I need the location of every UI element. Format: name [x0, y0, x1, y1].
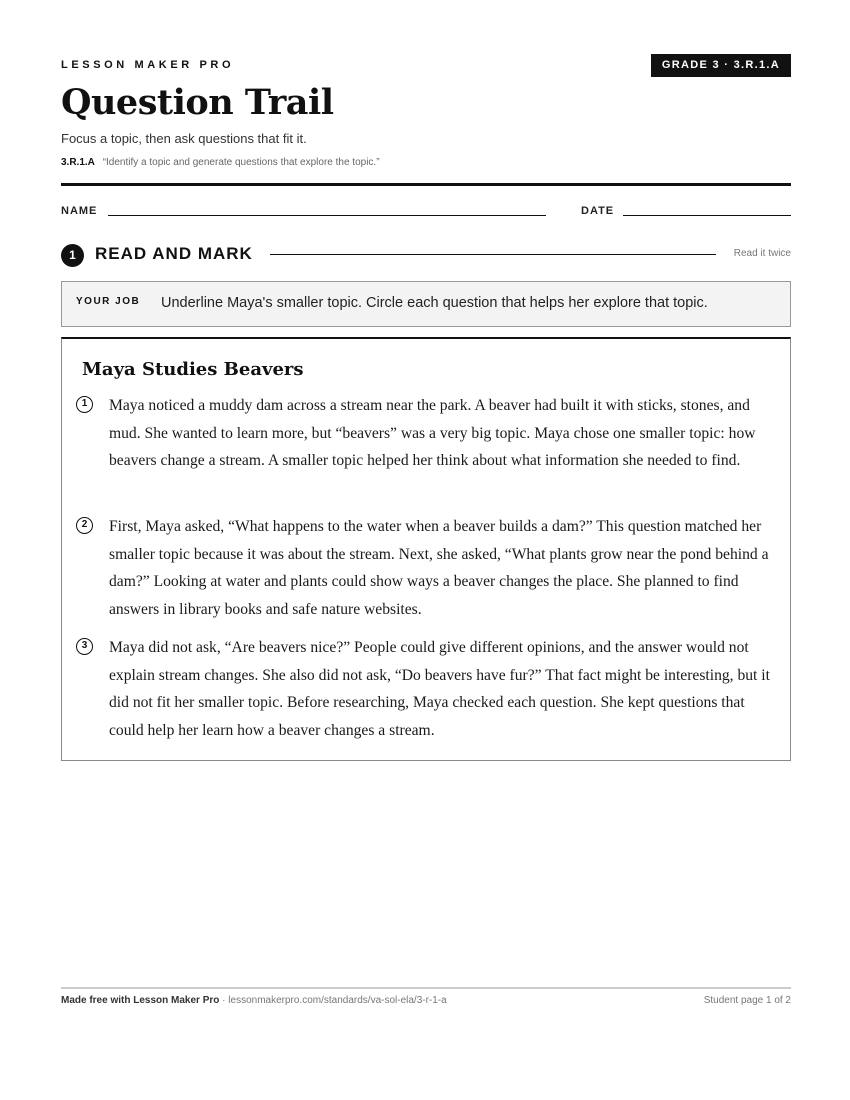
grade-badge: GRADE 3 · 3.R.1.A — [651, 54, 791, 77]
paragraph-number: 3 — [76, 638, 93, 655]
instructions-box — [61, 281, 791, 327]
footer-divider — [61, 987, 791, 989]
standard-line — [61, 157, 380, 168]
name-label: NAME — [61, 205, 98, 217]
page-indicator: Student page 1 of 2 — [703, 995, 791, 1006]
footer-separator: · — [219, 995, 229, 1006]
reading-passage — [61, 337, 791, 761]
page-title: Question Trail — [61, 82, 334, 123]
paragraph-text[interactable]: First, Maya asked, “What happens to the water when a beaver builds a dam?” This question matched her smaller topic because it was about the stream. Next, she asked, “What plants grow near the pond behind a dam?” Looking at water and plants could show ways a beaver changes the place. She planned to find answers in library books and safe nature websites. — [109, 518, 769, 618]
paragraph-number: 1 — [76, 396, 93, 413]
paragraph — [76, 513, 781, 623]
paragraph — [76, 392, 781, 475]
footer-url-link[interactable]: lessonmakerpro.com/standards/va-sol-ela/3-r-1-a — [228, 995, 447, 1006]
standard-code: 3.R.1.A — [61, 157, 95, 168]
date-field[interactable] — [623, 215, 791, 216]
section-rule — [270, 254, 716, 255]
page-subtitle: Focus a topic, then ask questions that fit it. — [61, 131, 307, 146]
date-label: DATE — [581, 205, 615, 217]
instructions-label: YOUR JOB — [76, 296, 141, 307]
header-divider — [61, 183, 791, 186]
name-field[interactable] — [108, 215, 546, 216]
section-header — [61, 243, 791, 267]
brand-name: LESSON MAKER PRO — [61, 59, 235, 71]
paragraph-number: 2 — [76, 517, 93, 534]
paragraph — [76, 634, 781, 744]
section-number-badge: 1 — [61, 244, 84, 267]
paragraph-text[interactable]: Maya noticed a muddy dam across a stream near the park. A beaver had built it with sticks, stones, and mud. She wanted to learn more, but “beavers” was a very big topic. Maya chose one smaller topic: how beavers change a stream. A smaller topic helped her think about what information she needed to find. — [109, 397, 756, 469]
section-title: READ AND MARK — [95, 244, 253, 263]
paragraph-text[interactable]: Maya did not ask, “Are beavers nice?” People could give different opinions, and the answer would not explain stream changes. She also did not ask, “Do beavers have fur?” That fact might be interesting, but it did not fit her smaller topic. Before researching, Maya checked each question. She kept questions that could help her learn how a beaver changes a stream. — [109, 639, 770, 739]
passage-title: Maya Studies Beavers — [82, 359, 304, 380]
section-note: Read it twice — [733, 248, 791, 259]
footer-credit — [61, 995, 447, 1006]
worksheet-page — [61, 0, 791, 1100]
footer-made-with: Made free with Lesson Maker Pro — [61, 995, 220, 1006]
instructions-text: Underline Maya's smaller topic. Circle each question that helps her explore that topic. — [161, 295, 708, 311]
standard-text: “Identify a topic and generate questions that explore the topic.” — [102, 157, 380, 168]
